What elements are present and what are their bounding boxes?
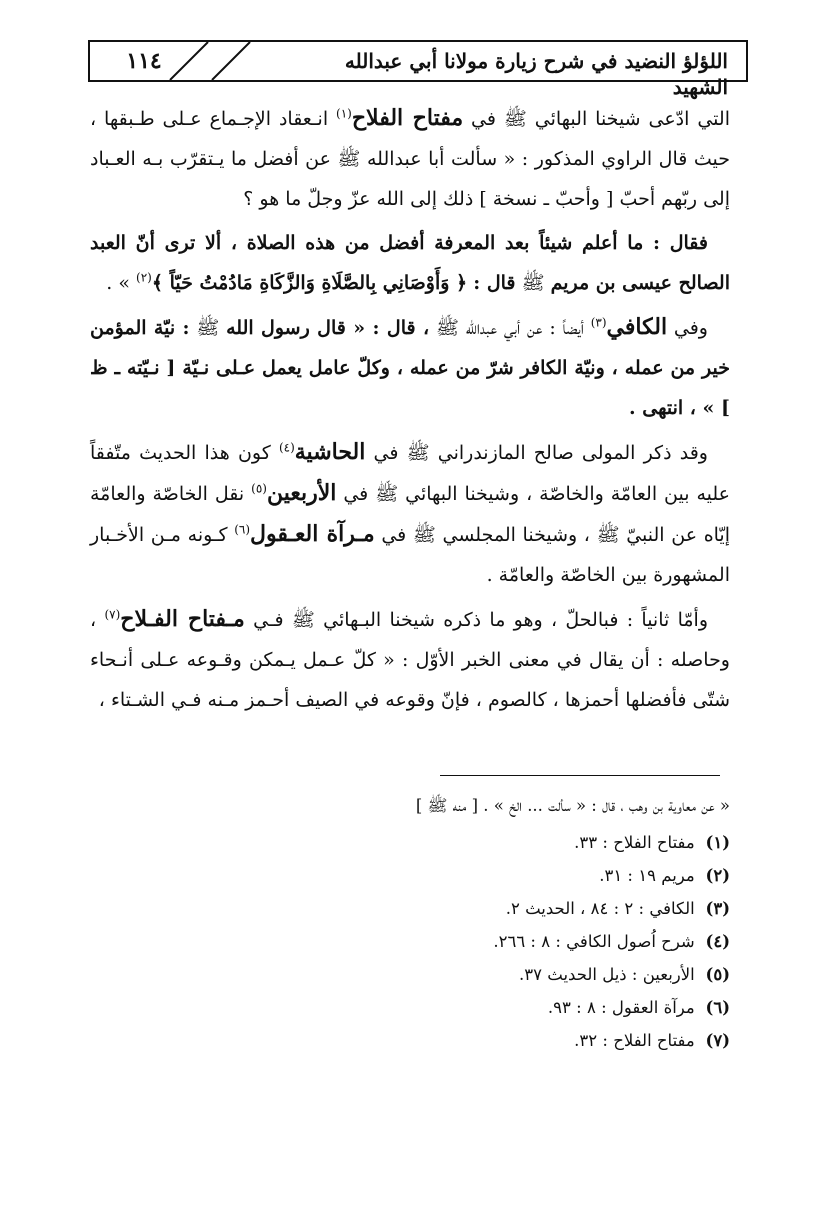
paragraph — [90, 307, 730, 428]
honorific-symbol: ﷺ — [503, 108, 527, 130]
honorific-symbol: ﷺ — [435, 317, 459, 339]
text-run: : نيّة المؤمن خير من عمله ، ونيّة الكافر شرّ من عمله ، وكلّ عامل يعمل عـلى نـيّة [ نـيّته ـ ظ ] » ، انتهى . — [90, 317, 730, 419]
footnote-text: الكافي : ٢ : ٨٤ ، الحديث ٢. — [505, 899, 695, 918]
text-run: ، قال : « قال رسول الله — [226, 317, 430, 339]
footnote-marker: (٧) — [104, 607, 121, 622]
text-run: قال : — [473, 272, 516, 294]
footnote-list — [300, 826, 730, 1057]
footnote-item — [300, 892, 730, 925]
text-run: » . — [106, 272, 130, 294]
text-run: كـونه مـن الأخـبار المشهورة بين الخاصّة والعامّة . — [90, 524, 730, 586]
footnote-marker: (٢) — [136, 270, 152, 285]
footnote-item — [300, 826, 730, 859]
book-title: مـرآة العـقول — [250, 521, 375, 547]
footnote-number: (٣) — [705, 899, 730, 918]
footnote-item — [300, 1024, 730, 1057]
text-run: ، وشيخنا المجلسي — [442, 524, 590, 546]
footnote-item — [300, 991, 730, 1024]
footnote-marker: (١) — [336, 106, 352, 121]
honorific-symbol: ﷺ — [412, 524, 436, 546]
paragraph — [90, 599, 730, 720]
text-run: نقل الخاصّة والعامّة إيّاه عن النبيّ — [90, 483, 730, 546]
honorific-symbol: ﷺ — [291, 609, 315, 631]
footnote-text: مفتاح الفلاح : ٣٢. — [574, 1031, 695, 1050]
header-divider-line — [170, 42, 208, 80]
footnote-number: (٤) — [705, 932, 730, 951]
page-header — [88, 40, 748, 99]
honorific-symbol: ﷺ — [375, 483, 399, 505]
paragraph — [90, 223, 730, 303]
footnotes — [300, 790, 730, 1057]
paragraph — [90, 98, 730, 219]
footnote-author-note: « عن معاوية بن وهب ، قال : « سألت ... الخ » . [ منه ﷺ ] — [415, 796, 730, 815]
header-divider-line — [212, 42, 250, 80]
footnote-separator — [440, 775, 720, 776]
text-run: في — [471, 108, 496, 130]
text-run: وأمّا ثانياً : فبالحلّ ، وهو ما ذكره شيخنا البـهائي — [323, 609, 709, 631]
footnote-item — [300, 925, 730, 958]
footnote-text: مريم ١٩ : ٣١. — [599, 866, 695, 885]
text-run: كون هذا الحديث متّفقاً عليه بين العامّة والخاصّة ، وشيخنا البهائي — [90, 442, 731, 505]
footnote-number: (١) — [705, 833, 730, 852]
text-run: فقال : ما أعلم شيئاً بعد المعرفة أفضل من هذه الصلاة ، ألا ترى أنّ العبد الصالح عيسى بن مريم — [90, 232, 730, 294]
book-title: الكافي — [606, 314, 668, 340]
honorific-symbol: ﷺ — [196, 317, 220, 339]
text-run: فـي — [253, 609, 284, 631]
footnote-item — [300, 859, 730, 892]
main-text — [90, 98, 730, 724]
honorific-symbol: ﷺ — [521, 272, 545, 294]
honorific-symbol: ﷺ — [596, 524, 620, 546]
text-run: عن أفضل ما يـتقرّب بـه العـباد إلى ربّهم أحبّ [ وأحبّ ـ نسخة ] ذلك إلى الله عزّ وجلّ ما هو ؟ — [90, 148, 730, 210]
text-run: في — [381, 524, 407, 546]
book-title: مفتاح الفلاح — [351, 105, 464, 131]
text-run: ، وحاصله : أن يقال في معنى الخبر الأوّل : « كلّ عـمل يـمكن وقـوعه عـلى أنـحاء شتّى فأفضلها أحمزها ، كالصوم ، فإنّ وقوعه في الصيف أحـمز مـنه فـي الشـتاء ، — [90, 609, 730, 711]
text-run: التي ادّعى شيخنا البهائي — [534, 108, 730, 130]
text-run: في — [373, 442, 399, 464]
text-run: انـعقاد الإجـماع عـلى طـبقها ، حيث قال الراوي المذكور : « سألت أبا عبدالله — [90, 108, 731, 170]
footnote-marker: (٣) — [590, 315, 607, 330]
footnote-number: (٥) — [705, 965, 730, 984]
footnote-marker: (٦) — [234, 522, 251, 537]
text-run: أيضاً : عن أبي عبدالله — [465, 317, 584, 339]
honorific-symbol: ﷺ — [337, 148, 361, 170]
footnote-number: (٢) — [705, 866, 730, 885]
running-title: اللؤلؤ النضيد في شرح زيارة مولانا أبي عبدالله الشهيد — [344, 49, 728, 99]
text-run: وقد ذكر المولى صالح المازندراني — [437, 442, 708, 464]
footnote-number: (٦) — [705, 998, 730, 1017]
footnote-text: مفتاح الفلاح : ٣٣. — [574, 833, 695, 852]
footnote-text: مرآة العقول : ٨ : ٩٣. — [547, 998, 695, 1017]
footnote-item — [300, 958, 730, 991]
footnote-number: (٧) — [705, 1031, 730, 1050]
honorific-symbol: ﷺ — [406, 442, 430, 464]
book-title: الأربعين — [266, 480, 337, 506]
footnote-marker: (٥) — [251, 481, 267, 496]
book-title: مـفتاح الفـلاح — [120, 606, 245, 632]
text-run: في — [343, 483, 369, 505]
footnote-marker: (٤) — [278, 440, 295, 455]
book-title: الحاشية — [294, 439, 366, 465]
paragraph — [90, 432, 730, 595]
quran-verse: ﴿ وَأَوْصَانِي بِالصَّلَاةِ وَالزَّكَاةِ مَادُمْتُ حَيّاً ﴾ — [151, 272, 468, 294]
page-number: ١١٤ — [126, 48, 162, 74]
text-run: وفي — [673, 317, 708, 339]
footnote-text: شرح اُصول الكافي : ٨ : ٢٦٦. — [493, 932, 695, 951]
footnote-text: الأربعين : ذيل الحديث ٣٧. — [519, 965, 695, 984]
